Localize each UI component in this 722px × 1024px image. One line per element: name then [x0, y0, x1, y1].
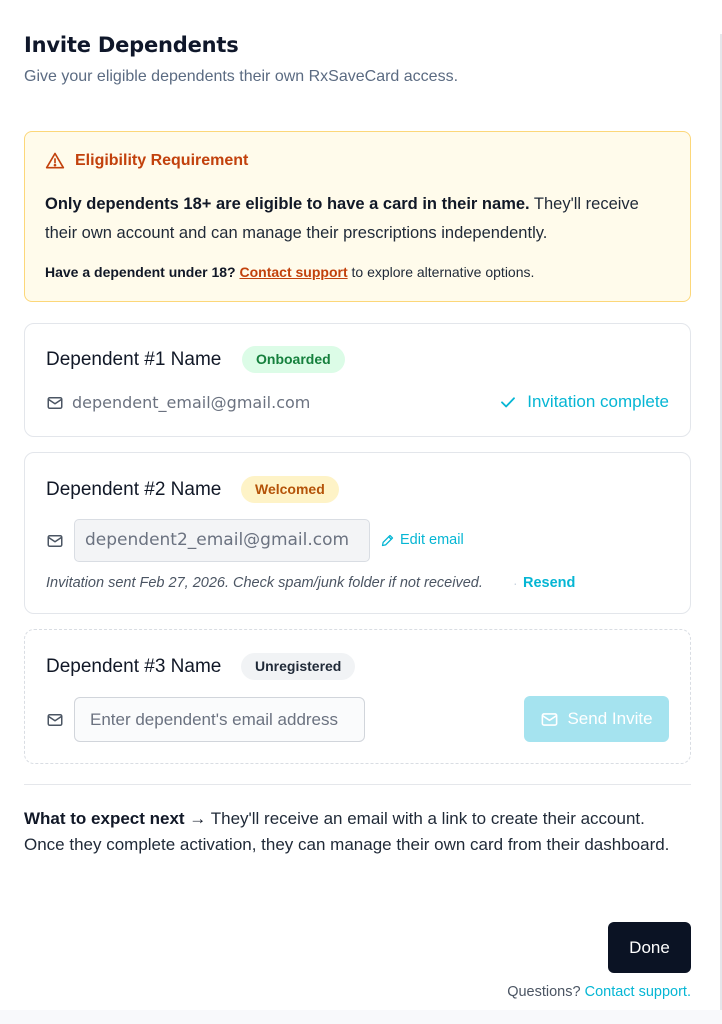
dependent-name: Dependent #1 Name — [46, 349, 222, 370]
footer-contact-support-link[interactable]: Contact support — [584, 984, 687, 1000]
notice-title: Eligibility Requirement — [75, 152, 249, 169]
eligibility-notice — [24, 131, 691, 302]
invitation-sent-note: Invitation sent Feb 27, 2026. Check spam/junk folder if not received. — [46, 575, 483, 591]
separator-dot: · — [513, 575, 518, 591]
dependent-card-2 — [24, 452, 691, 614]
mail-icon — [46, 394, 64, 412]
send-invite-label: Send Invite — [567, 709, 653, 728]
section-divider — [24, 784, 691, 785]
page-title: Invite Dependents — [24, 33, 239, 57]
mail-icon — [46, 532, 64, 550]
notice-header — [45, 151, 248, 171]
warning-triangle-icon — [45, 151, 65, 171]
pencil-icon — [380, 533, 395, 548]
dependent-email-readonly: dependent2_email@gmail.com — [74, 519, 370, 562]
edit-email-link[interactable] — [380, 532, 464, 548]
dependent-card-1 — [24, 323, 691, 437]
mail-icon — [46, 711, 64, 729]
what-to-expect-text: They'll receive an email with a link to create their account. Once they complete activation, they can manage their own card from their dashboard. — [24, 809, 670, 854]
status-badge-welcomed: Welcomed — [241, 476, 339, 503]
send-invite-button[interactable] — [524, 696, 669, 742]
check-icon — [499, 393, 517, 411]
invitation-complete-label: Invitation complete — [527, 392, 669, 411]
questions-text: Questions? — [507, 984, 585, 1000]
questions-footer — [507, 984, 691, 1000]
status-badge-unregistered: Unregistered — [241, 653, 355, 680]
mail-icon — [540, 710, 559, 729]
notice-foot-rest: to explore alternative options. — [347, 264, 535, 280]
notice-body-bold: Only dependents 18+ are eligible to have a card in their name. — [45, 195, 530, 213]
bottom-edge — [0, 1010, 722, 1024]
dependent-name: Dependent #3 Name — [46, 656, 222, 677]
contact-support-link[interactable]: Contact support — [239, 264, 348, 280]
invitation-complete-status — [499, 392, 669, 412]
resend-link[interactable]: Resend — [523, 575, 576, 591]
done-button[interactable]: Done — [608, 922, 691, 973]
notice-footer — [45, 264, 534, 280]
status-badge-onboarded: Onboarded — [242, 346, 345, 373]
dependent-name: Dependent #2 Name — [46, 479, 222, 500]
footer-period: . — [686, 984, 691, 1000]
dependent-email-input[interactable] — [74, 697, 365, 742]
dependent-email: dependent_email@gmail.com — [72, 393, 311, 412]
notice-body — [45, 190, 675, 248]
notice-body-rest: They'll receive their own account and can manage their prescriptions independently. — [45, 195, 639, 242]
notice-foot-bold: Have a dependent under 18? — [45, 264, 236, 280]
dependent-card-3 — [24, 629, 691, 764]
what-to-expect-lead: What to expect next → — [24, 809, 207, 828]
what-to-expect — [24, 806, 684, 857]
page-subtitle: Give your eligible dependents their own RxSaveCard access. — [24, 68, 459, 85]
edit-email-label: Edit email — [400, 532, 464, 548]
